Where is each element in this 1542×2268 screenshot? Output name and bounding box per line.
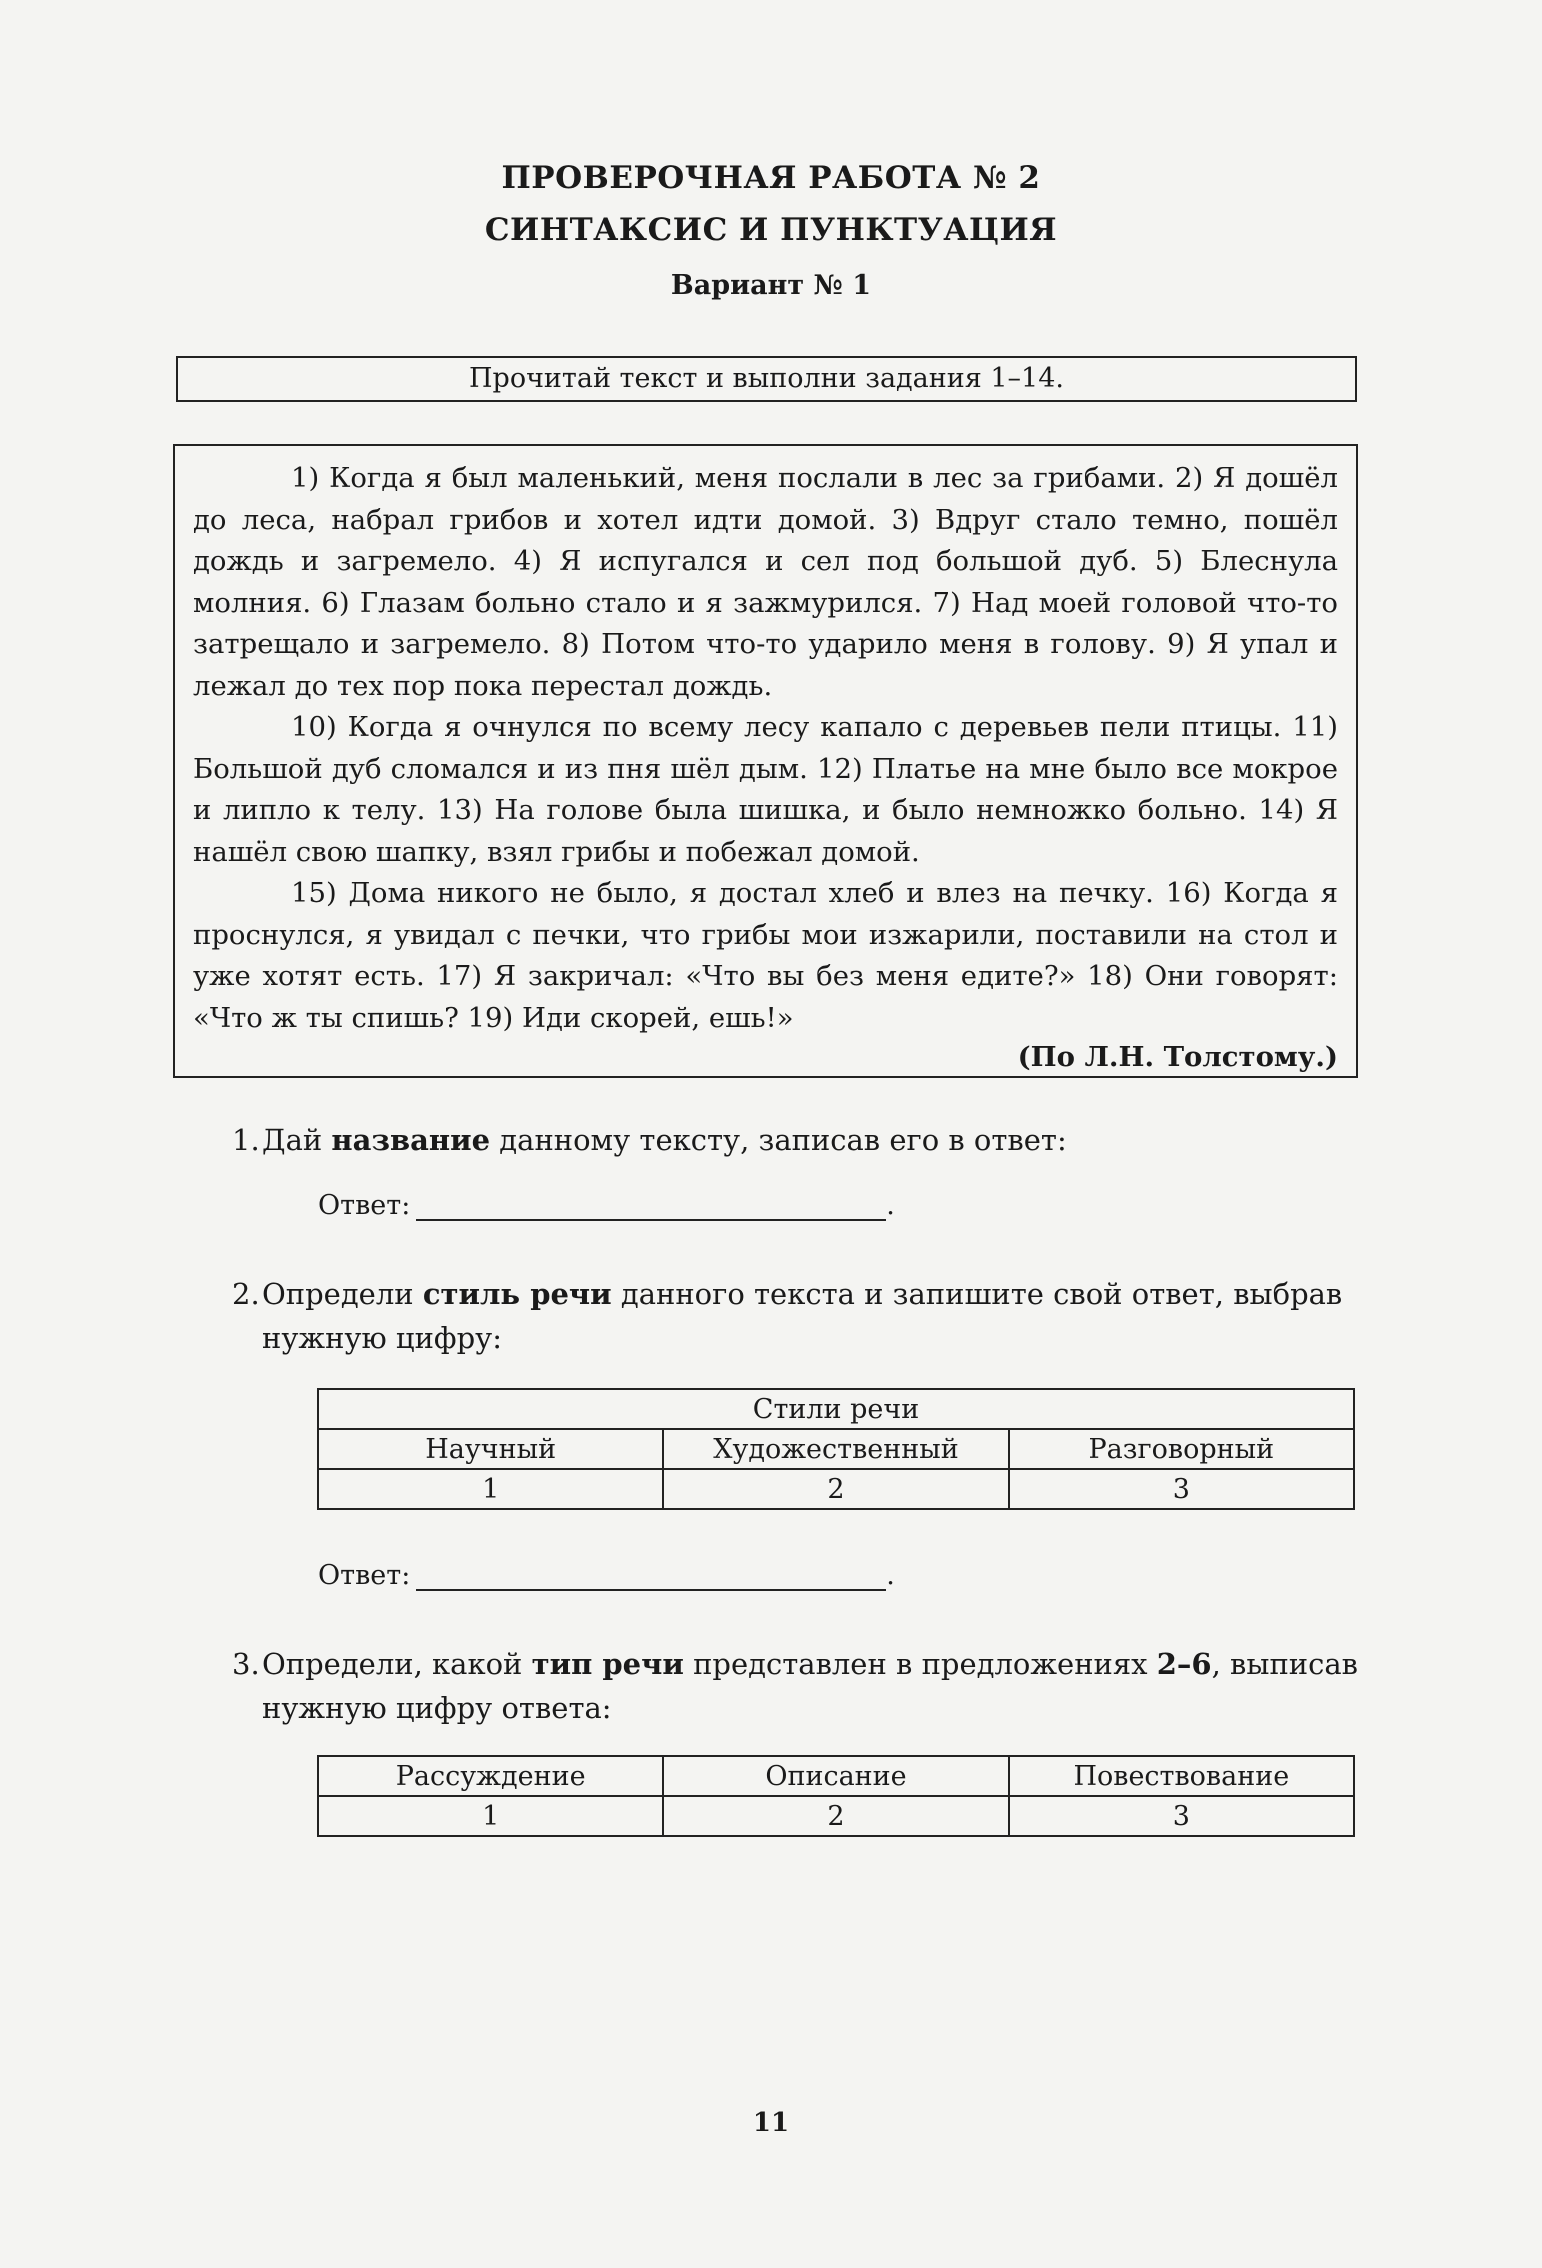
answer-row-1 [318, 1190, 895, 1221]
question-3 [232, 1642, 1362, 1730]
question-text: Определи [262, 1277, 423, 1311]
table-cell: Описание [663, 1756, 1008, 1796]
question-keyword: название [331, 1123, 491, 1157]
question-keyword: стиль речи [422, 1277, 612, 1311]
table-cell: Художественный [663, 1429, 1008, 1469]
table-cell: 2 [663, 1796, 1008, 1836]
question-number: 3. [232, 1647, 260, 1681]
speech-types-table [317, 1755, 1355, 1837]
answer-label: Ответ: [318, 1190, 411, 1221]
table-cell: 2 [663, 1469, 1008, 1509]
work-title: ПРОВЕРОЧНАЯ РАБОТА № 2 [501, 160, 1041, 196]
text-paragraph-2: 10) Когда я очнулся по всему лесу капало с деревьев пели птицы. 11) Большой дуб сломался и из пня шёл дым. 12) Платье на мне было все мокрое и липло к телу. 13) На голове была шишка, и было немножко больно. 14) Я нашёл свою шапку, взял грибы и побежал домой. [193, 711, 1338, 868]
speech-styles-table [317, 1388, 1355, 1510]
table-cell: 1 [318, 1469, 663, 1509]
table-cell: 3 [1009, 1796, 1354, 1836]
question-text: , выписав нужную цифру ответа: [262, 1647, 1358, 1725]
question-keyword: тип речи [531, 1647, 684, 1681]
question-1 [232, 1118, 1362, 1162]
table-cell: 1 [318, 1796, 663, 1836]
question-number: 2. [232, 1277, 260, 1311]
answer-field[interactable] [416, 1191, 886, 1221]
page-number: 11 [752, 2108, 790, 2138]
question-text: Определи, какой [262, 1647, 532, 1681]
work-subtitle: СИНТАКСИС И ПУНКТУАЦИЯ [484, 212, 1058, 248]
reading-text-box [173, 444, 1358, 1078]
table-cell: Рассуждение [318, 1756, 663, 1796]
question-number: 1. [232, 1123, 260, 1157]
table-cell: Разговорный [1009, 1429, 1354, 1469]
text-author: (По Л.Н. Толстому.) [1017, 1041, 1338, 1073]
text-paragraph-3: 15) Дома никого не было, я достал хлеб и влез на печку. 16) Когда я проснулся, я увидал с печки, что грибы мои изжарили, поставили на стол и уже хотят есть. 17) Я закричал: «Что вы без меня едите?» 18) Они говорят: «Что ж ты спишь? 19) Иди скорей, ешь!» [193, 877, 1338, 1034]
text-paragraph-1: 1) Когда я был маленький, меня послали в лес за грибами. 2) Я дошёл до леса, набрал грибов и хотел идти домой. 3) Вдруг стало темно, пошёл дождь и загремело. 4) Я испугался и сел под большой дуб. 5) Блеснула молния. 6) Глазам больно стало и я зажмурился. 7) Над моей головой что-то затрещало и загремело. 8) Потом что-то ударило меня в голову. 9) Я упал и лежал до тех пор пока перестал дождь. [193, 462, 1338, 702]
answer-end: . [886, 1560, 895, 1591]
question-text: данному тексту, записав его в ответ: [490, 1123, 1067, 1157]
variant-label: Вариант № 1 [670, 270, 872, 301]
question-text: представлен в предложениях [683, 1647, 1157, 1681]
question-2 [232, 1272, 1362, 1360]
instruction-box [176, 356, 1357, 402]
question-text: Дай [262, 1123, 332, 1157]
table-cell: 3 [1009, 1469, 1354, 1509]
question-text: данного текста и запишите свой ответ, выбрав нужную цифру: [262, 1277, 1343, 1355]
table-cell: Повествование [1009, 1756, 1354, 1796]
answer-end: . [886, 1190, 895, 1221]
instruction-text: Прочитай текст и выполни задания 1–14. [469, 363, 1064, 394]
answer-row-2 [318, 1560, 895, 1591]
table-header: Стили речи [318, 1389, 1354, 1429]
question-keyword: 2–6 [1156, 1647, 1212, 1681]
answer-field[interactable] [416, 1561, 886, 1591]
answer-label: Ответ: [318, 1560, 411, 1591]
table-cell: Научный [318, 1429, 663, 1469]
